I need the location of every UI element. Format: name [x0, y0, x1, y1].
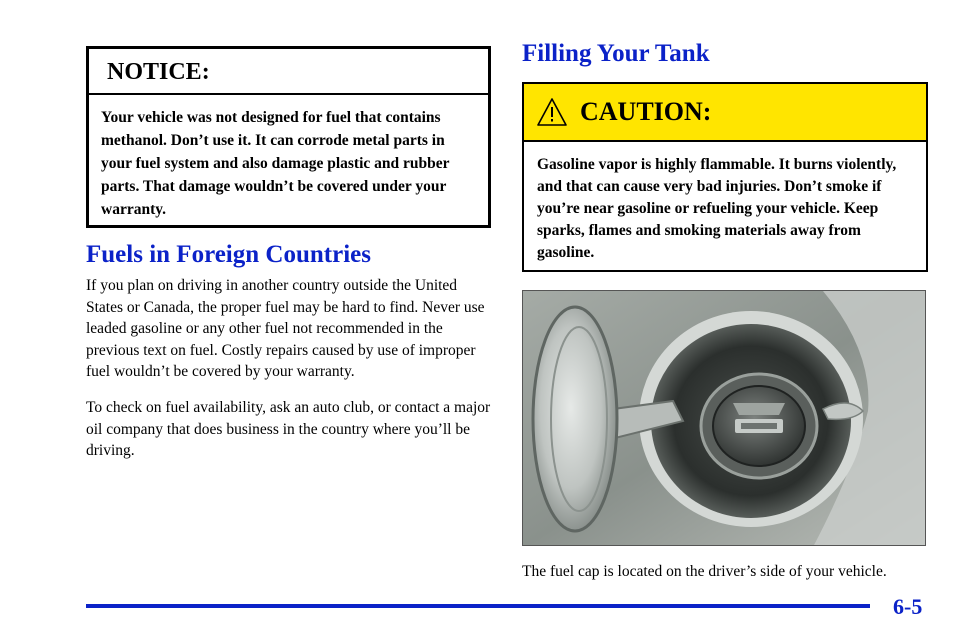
caution-box: [522, 82, 928, 272]
filling-tank-heading: Filling Your Tank: [522, 40, 710, 67]
page-number: 6-5: [893, 594, 923, 619]
footer-rule: [86, 604, 870, 608]
foreign-fuels-paragraph-1: If you plan on driving in another country outside the United States or Canada, the proper fuel may be hard to find. Never use leaded gasoline or any other fuel not recommended in the previous text on fuel. Costly repairs caused by use of improper fuel wouldn’t be covered by your warranty.: [86, 277, 485, 380]
caution-body: Gasoline vapor is highly flammable. It burns violently, and that can cause very bad injuries. Don’t smoke if you’re near gasoline or refueling your vehicle. Keep sparks, flames and smoking materials away from gasoline.: [537, 156, 897, 261]
foreign-fuels-heading: Fuels in Foreign Countries: [86, 241, 371, 268]
fuel-cap-photo: [522, 290, 926, 546]
foreign-fuels-paragraph-2: To check on fuel availability, ask an auto club, or contact a major oil company that does business in the country where you’ll be driving.: [86, 399, 491, 459]
caution-header: [524, 84, 926, 142]
notice-body: Your vehicle was not designed for fuel that contains methanol. Don’t use it. It can corrode metal parts in your fuel system and also damage plastic and rubber parts. That damage wouldn’t be covered under your warranty.: [101, 109, 450, 218]
warning-triangle-icon: [536, 97, 568, 127]
notice-title: NOTICE:: [89, 49, 488, 95]
notice-box: [86, 46, 491, 228]
photo-caption: The fuel cap is located on the driver’s side of your vehicle.: [522, 563, 887, 580]
fuel-cap-illustration: [523, 291, 926, 546]
caution-title: CAUTION:: [580, 97, 712, 126]
